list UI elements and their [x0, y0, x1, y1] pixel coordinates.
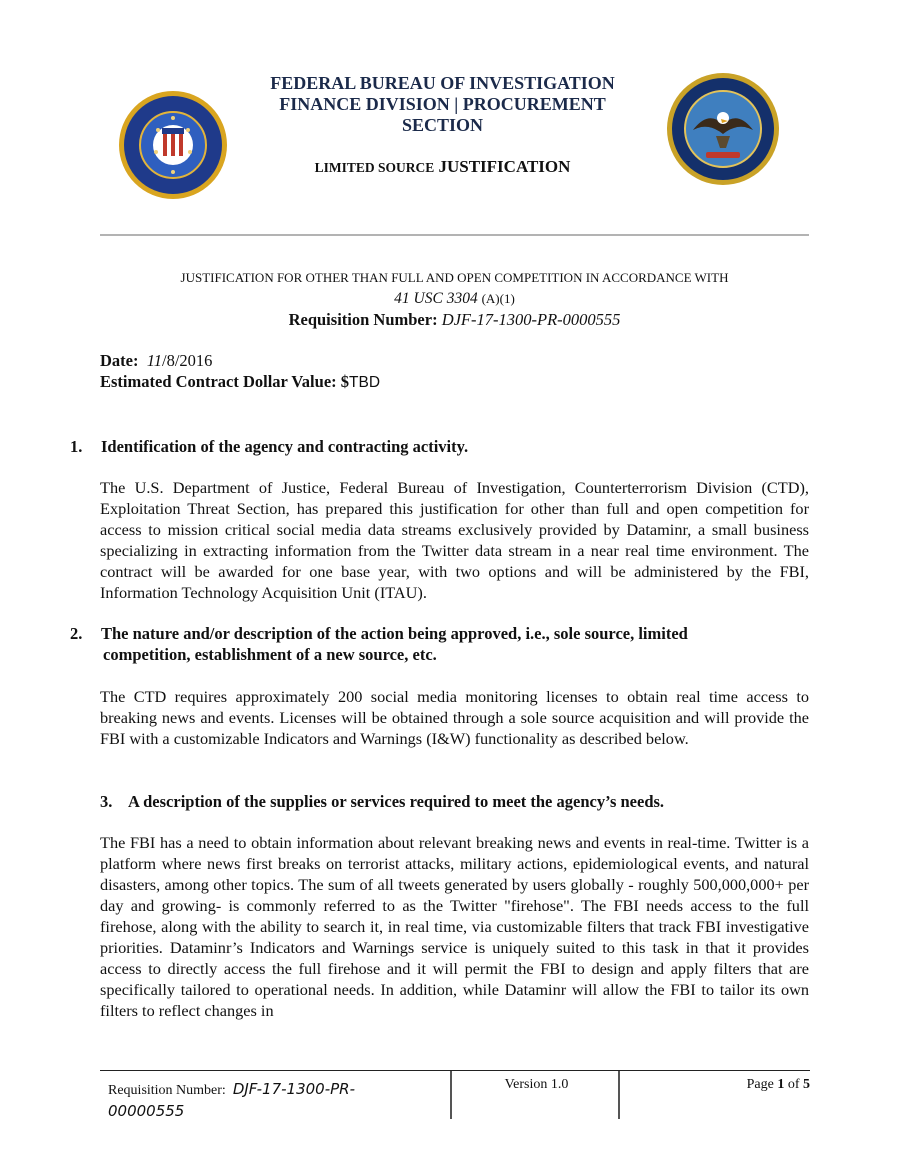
document-type-big: JUSTIFICATION [438, 157, 571, 176]
document-type [200, 157, 685, 177]
footer-req-value-1: DJF-17-1300-PR- [232, 1080, 355, 1098]
footer-page-of: of [787, 1077, 800, 1092]
date-month: 11 [146, 351, 163, 370]
header-divider [100, 234, 809, 236]
footer-page-label: Page [746, 1077, 774, 1092]
justification-title [100, 267, 809, 288]
section-1-heading [70, 436, 815, 457]
section-2-heading [70, 623, 815, 665]
section-3-number: 3. [100, 792, 113, 811]
requisition-label: Requisition Number: [288, 310, 438, 329]
date-label: Date: [100, 351, 139, 370]
section-2-title: The nature and/or description of the action being approved, i.e., sole source, limited [101, 624, 688, 643]
date-rest: /8/2016 [162, 351, 213, 370]
header-section: SECTION [401, 115, 484, 135]
footer-page-current: 1 [777, 1077, 785, 1092]
section-3-heading [100, 791, 815, 812]
footer-requisition [100, 1071, 452, 1119]
contract-value: TBD [349, 374, 381, 391]
section-2-body: The CTD requires approximately 200 social media monitoring licenses to obtain real time access to breaking news and events. Licenses will be obtained through a sole source acquisition and will provide the FBI with a customizable Indicators and Warnings (I&W) functionality as described below. [100, 687, 809, 748]
section-1-body: The U.S. Department of Justice, Federal Bureau of Investigation, Counterterrorism Division (CTD), Exploitation Threat Section, has prepared this justification for other than full and open competition for access to mission critical social media data streams exclusively provided by Dataminr, a small business specializing in extracting information from the Twitter data stream in a near real time environment. The contract will be awarded for one base year, with two options and will be administered by the FBI, Information Technology Acquisition Unit (ITAU). [100, 478, 809, 602]
date-line [100, 351, 212, 371]
footer-req-value-2: 00000555 [108, 1102, 185, 1120]
requisition-number: DJF-17-1300-PR-0000555 [441, 310, 621, 329]
statute-subsection: (A)(1) [481, 291, 515, 306]
section-2-number: 2. [70, 624, 83, 643]
footer-page-number [623, 1071, 810, 1119]
contract-value-dollar: $ [340, 372, 350, 391]
section-2-title-cont: competition, establishment of a new source, etc. [103, 645, 437, 664]
footer-page-total: 5 [803, 1077, 810, 1092]
justification-title-text: JUSTIFICATION FOR OTHER THAN FULL AND OPEN COMPETITION IN ACCORDANCE WITH [180, 270, 729, 285]
section-3-body: The FBI has a need to obtain information about relevant breaking news and events in real-time. Twitter is a platform where news first breaks on terrorist attacks, military actions, epidemiological events, and natural disasters, among other topics. The sum of all tweets generated by users globally - roughly 500,000,000+ per day and growing- is commonly referred to as the Twitter "firehose". The FBI needs access to the full firehose, along with the ability to search it, in real time, via customizable filters that track FBI investigative priorities. Dataminr’s Indicators and Warnings service is uniquely suited to this task in that it provides access to directly access the full firehose and it will permit the FBI to design and apply filters that are specifically tailored to operational needs. In addition, while Dataminr will allow the FBI to tailor its own filters to reflect changes in [100, 833, 809, 1020]
footer-req-label: Requisition Number: [108, 1083, 226, 1098]
page-footer [100, 1070, 810, 1123]
statute-code: 41 USC 3304 [394, 290, 478, 307]
statute-reference [100, 288, 809, 309]
header-agency: FEDERAL BUREAU OF INVESTIGATION [270, 73, 615, 93]
section-3-title: A description of the supplies or services required to meet the agency’s needs. [128, 792, 665, 811]
requisition-line [100, 309, 809, 330]
header-division: FINANCE DIVISION | PROCUREMENT [279, 94, 606, 114]
section-1-number: 1. [70, 437, 83, 456]
document-type-small: LIMITED SOURCE [314, 160, 435, 175]
contract-value-line [100, 372, 380, 392]
contract-value-label: Estimated Contract Dollar Value: [100, 372, 337, 391]
footer-version: Version 1.0 [455, 1071, 620, 1119]
section-1-title: Identification of the agency and contracting activity. [101, 437, 469, 456]
